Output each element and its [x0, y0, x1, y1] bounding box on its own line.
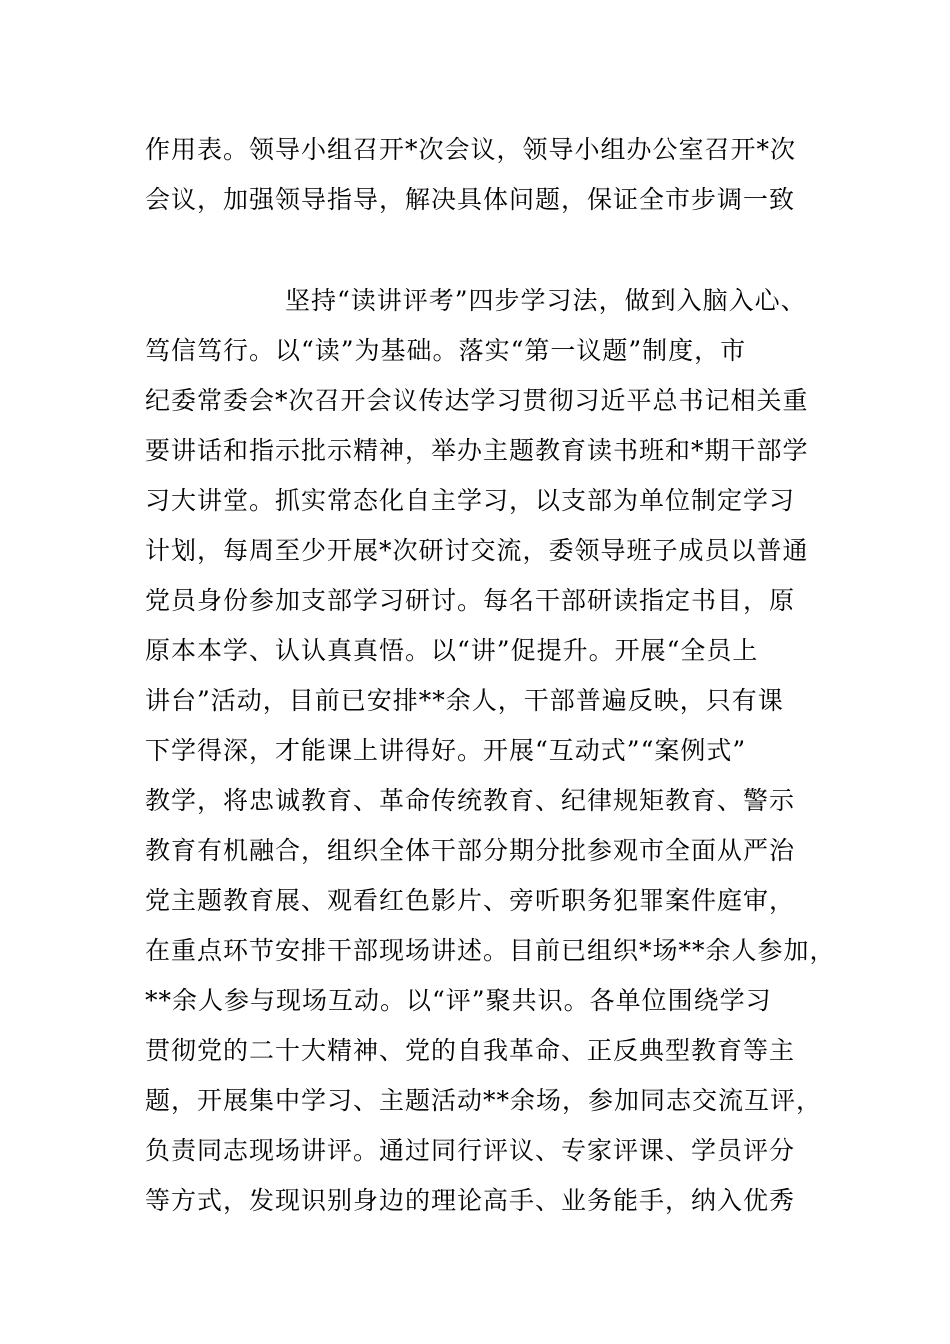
text-line: 计划，每周至少开展*次研讨交流，委领导班子成员以普通: [145, 536, 809, 565]
text-line: 党员身份参加支部学习研讨。每名干部研读指定书目，原: [145, 586, 796, 615]
text-line: 要讲话和指示批示精神，举办主题教育读书班和*期干部学: [145, 436, 809, 465]
text-line: 纪委常委会*次召开会议传达学习贯彻习近平总书记相关重: [145, 386, 809, 415]
text-line: 习大讲堂。抓实常态化自主学习，以支部为单位制定学习: [145, 486, 796, 515]
text-line: 下学得深，才能课上讲得好。开展“互动式”“案例式”: [145, 736, 747, 765]
text-line: 党主题教育展、观看红色影片、旁听职务犯罪案件庭审，: [145, 886, 796, 915]
text-line: 贯彻党的二十大精神、党的自我革命、正反典型教育等主: [145, 1036, 796, 1065]
text-line: 教学，将忠诚教育、革命传统教育、纪律规矩教育、警示: [145, 786, 796, 815]
text-line: 题，开展集中学习、主题活动**余场，参加同志交流互评，: [145, 1086, 823, 1115]
text-line: 教育有机融合，组织全体干部分期分批参观市全面从严治: [145, 836, 796, 865]
text-line: 在重点环节安排干部现场讲述。目前已组织*场**余人参加，: [145, 936, 836, 965]
text-line: 原本本学、认认真真悟。以“讲”促提升。开展“全员上: [145, 636, 759, 665]
text-line: 负责同志现场讲评。通过同行评议、专家评课、学员评分: [145, 1136, 796, 1165]
text-line: 作用表。领导小组召开*次会议，领导小组办公室召开*次: [145, 135, 797, 164]
text-line: 笃信笃行。以“读”为基础。落实“第一议题”制度，市: [145, 336, 747, 365]
text-line: 会议，加强领导指导，解决具体问题，保证全市步调一致: [145, 185, 796, 214]
text-line: 讲台”活动，目前已安排**余人，干部普遍反映，只有课: [145, 686, 784, 715]
text-line: **余人参与现场互动。以“评”聚共识。各单位围绕学习: [145, 986, 772, 1015]
paragraph-first-line: 坚持“读讲评考”四步学习法，做到入脑入心、: [285, 286, 807, 315]
text-line: 等方式，发现识别身边的理论高手、业务能手，纳入优秀: [145, 1186, 796, 1215]
